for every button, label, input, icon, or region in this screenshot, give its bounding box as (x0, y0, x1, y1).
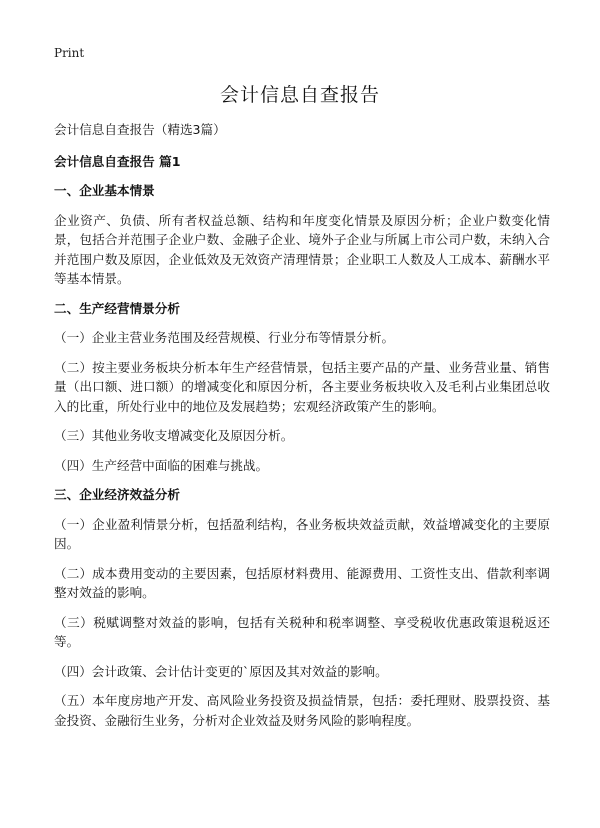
paragraph: （四）会计政策、会计估计变更的`原因及其对效益的影响。 (54, 663, 388, 679)
paragraph: （二）成本费用变动的主要因素，包括原材料费用、能源费用、工资性支出、借款利率调整对效益的影响。 (54, 565, 550, 600)
heading-operations-analysis: 二、生产经营情景分析 (54, 300, 180, 316)
heading-economic-benefit-analysis: 三、企业经济效益分析 (54, 487, 180, 502)
paragraph: （三）税赋调整对效益的影响，包括有关税种和税率调整、享受税收优惠政策退税返还等。 (54, 614, 550, 649)
paragraph: （一）企业盈利情景分析，包括盈利结构，各业务板块效益贡献，效益增减变化的主要原因。 (54, 516, 550, 551)
print-link[interactable]: Print (54, 46, 85, 60)
paragraph: （四）生产经营中面临的困难与挑战。 (54, 457, 269, 473)
section-title: 会计信息自查报告 篇1 (54, 153, 181, 169)
paragraph: （五）本年度房地产开发、高风险业务投资及损益情景，包括：委托理财、股票投资、基金投资、金融衍生业务，分析对企业效益及财务风险的影响程度。 (54, 693, 550, 728)
paragraph: （二）按主要业务板块分析本年生产经营情景，包括主要产品的产量、业务营业量、销售量（出口额、进口额）的增减变化和原因分析，各主要业务板块收入及毛利占业集团总收入的比重，所处行业中的地位及发展趋势；宏观经济政策产生的影响。 (54, 359, 550, 414)
heading-basic-situation: 一、企业基本情景 (54, 183, 155, 198)
document-body (54, 120, 550, 740)
paragraph: （一）企业主营业务范围及经营规模、行业分布等情景分析。 (54, 330, 395, 345)
document-subtitle: 会计信息自查报告（精选3篇） (54, 122, 226, 137)
paragraph: （三）其他业务收支增减变化及原因分析。 (54, 428, 294, 443)
page-title: 会计信息自查报告 (219, 84, 380, 106)
paragraph: 企业资产、负债、所有者权益总额、结构和年度变化情景及原因分析；企业户数变化情景，包括合并范围子企业户数、金融子企业、境外子企业与所属上市公司户数，未纳入合并范围户数及原因，企业低效及无效资产清理情景；企业职工人数及人工成本、薪酬水平等基本情景。 (54, 212, 550, 286)
